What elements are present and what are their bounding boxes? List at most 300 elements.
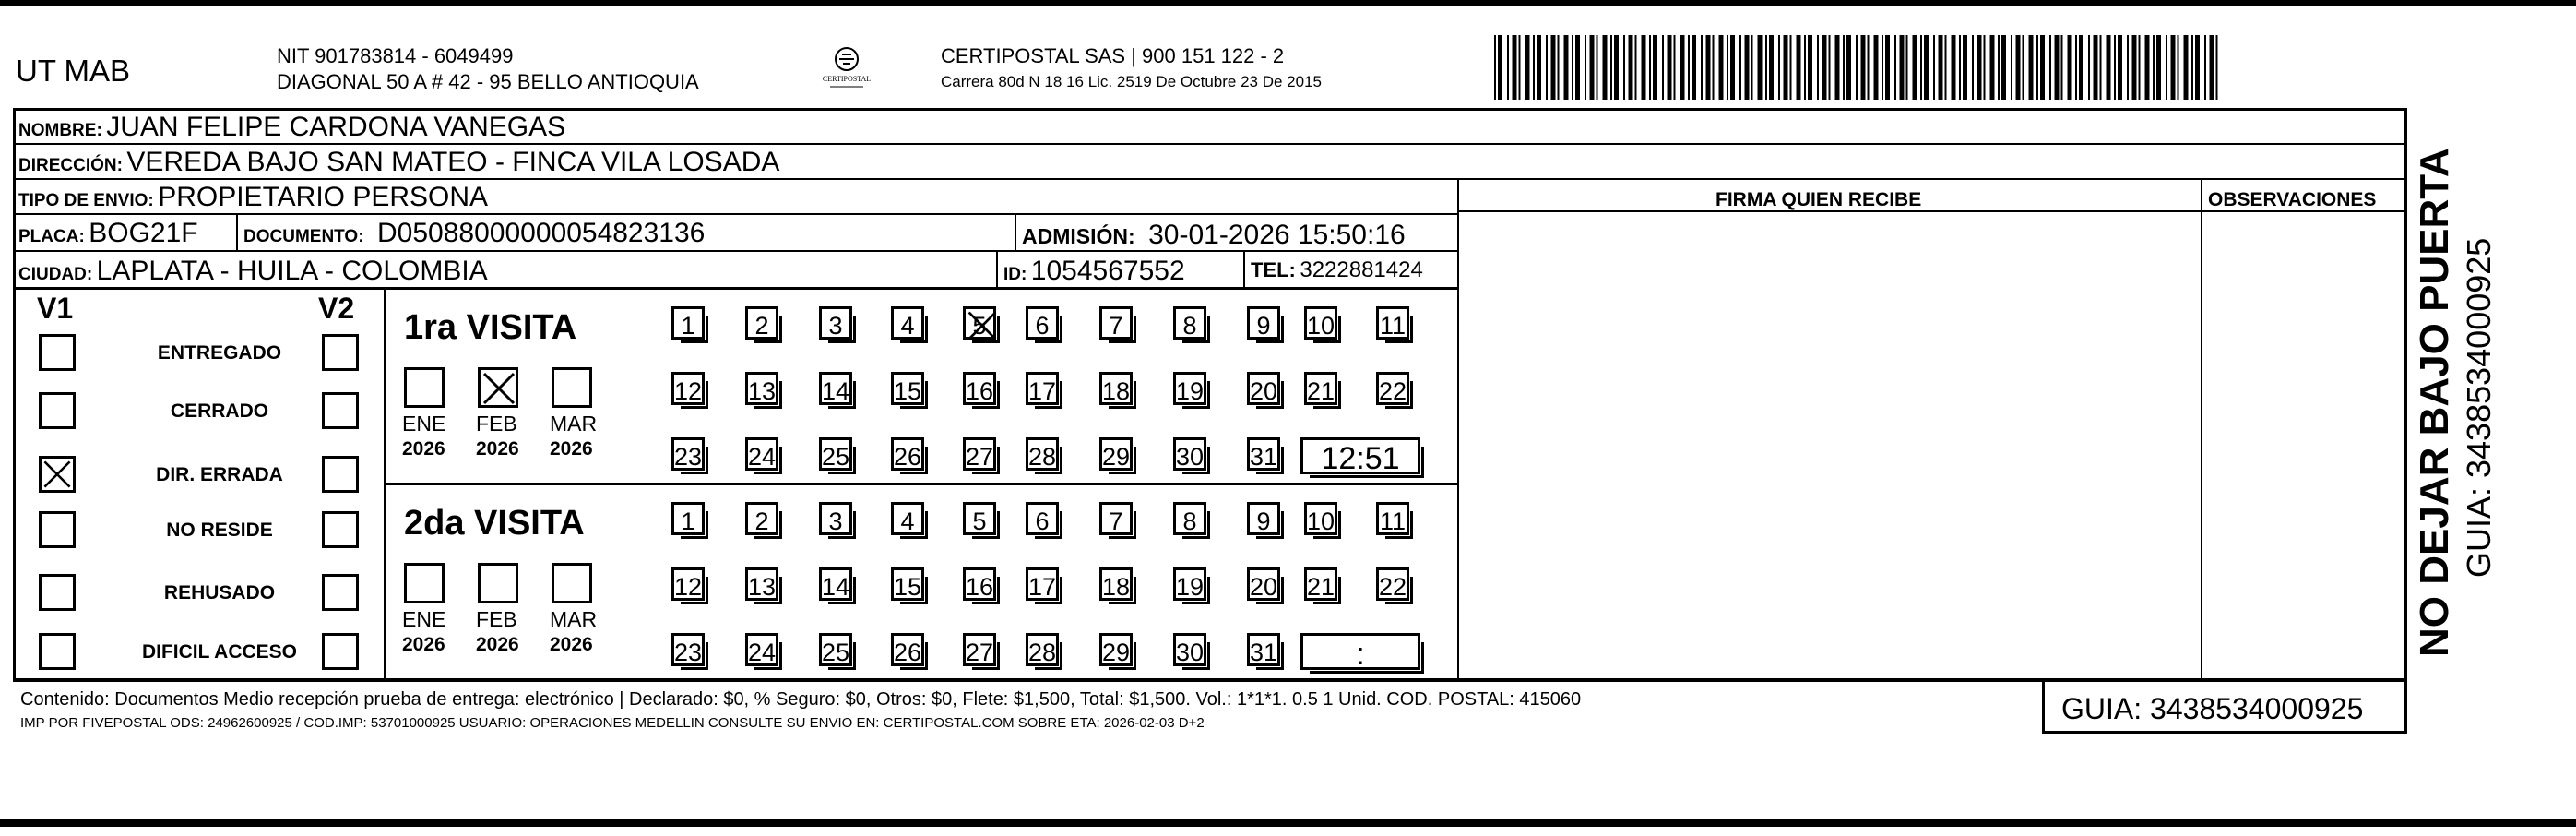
barcode-bar xyxy=(1784,35,1788,100)
visit-time: 12:51 xyxy=(1321,441,1400,476)
v2-checkbox[interactable] xyxy=(322,511,359,548)
day-checkbox[interactable] xyxy=(819,437,852,471)
barcode-bar xyxy=(2145,35,2150,100)
day-number: 14 xyxy=(822,377,850,405)
day-checkbox[interactable] xyxy=(745,437,778,471)
day-checkbox[interactable] xyxy=(745,633,778,666)
v1-checkbox[interactable] xyxy=(39,392,76,429)
barcode-bar xyxy=(1653,35,1657,100)
day-checkbox[interactable] xyxy=(891,567,924,601)
day-number: 28 xyxy=(1028,443,1057,471)
nombre-row xyxy=(18,113,565,141)
barcode-bar xyxy=(1751,35,1753,100)
status-label: DIR. ERRADA xyxy=(156,464,283,485)
month-name: ENE xyxy=(402,607,446,631)
day-checkbox[interactable] xyxy=(1247,306,1280,340)
barcode-bar xyxy=(2055,35,2060,100)
status-label: NO RESIDE xyxy=(166,520,273,541)
visit-time: : xyxy=(1356,637,1365,672)
month-checkbox[interactable] xyxy=(404,563,445,603)
nombre-value: JUAN FELIPE CARDONA VANEGAS xyxy=(106,112,566,142)
day-checkbox[interactable] xyxy=(1026,567,1059,601)
day-checkbox[interactable] xyxy=(1026,306,1059,340)
day-checkbox[interactable] xyxy=(1026,372,1059,405)
day-checkbox[interactable] xyxy=(1099,372,1133,405)
tel-row xyxy=(1251,259,1423,281)
col-divider xyxy=(236,215,238,250)
day-checkbox[interactable] xyxy=(963,372,996,405)
barcode-bar xyxy=(1635,35,1637,100)
v2-checkbox[interactable] xyxy=(322,574,359,611)
day-number: 12 xyxy=(674,377,703,405)
day-number: 12 xyxy=(674,573,703,601)
day-number: 2 xyxy=(754,312,769,340)
v1-checkbox[interactable] xyxy=(39,633,76,670)
barcode-bar xyxy=(1874,35,1879,100)
firma-header: FIRMA QUIEN RECIBE xyxy=(1715,189,1922,210)
month-year: 2026 xyxy=(550,634,593,655)
day-number: 16 xyxy=(966,377,994,405)
day-number: 28 xyxy=(1028,639,1057,666)
ciudad-label: CIUDAD: xyxy=(18,265,93,284)
barcode-bar xyxy=(2210,35,2214,100)
day-checkbox[interactable] xyxy=(745,567,778,601)
barcode-bar xyxy=(2156,35,2161,100)
month-name: MAR xyxy=(550,607,598,631)
day-checkbox[interactable] xyxy=(891,372,924,405)
barcode-bar xyxy=(1614,35,1619,100)
barcode-bar xyxy=(1713,35,1715,100)
v1-checkbox[interactable] xyxy=(39,511,76,548)
day-number: 19 xyxy=(1176,573,1205,601)
day-checkbox[interactable] xyxy=(1026,437,1059,471)
barcode-bar xyxy=(1498,35,1502,100)
barcode-bar xyxy=(1519,35,1521,100)
footer-guia: GUIA: 3438534000925 xyxy=(2061,692,2364,725)
day-checkbox[interactable] xyxy=(1173,437,1206,471)
day-number: 25 xyxy=(822,639,850,666)
observaciones-header: OBSERVACIONES xyxy=(2208,189,2377,210)
v1-checkbox[interactable] xyxy=(39,574,76,611)
day-checkbox[interactable] xyxy=(963,567,996,601)
barcode-bar xyxy=(2079,35,2083,100)
day-number: 29 xyxy=(1102,639,1131,666)
day-number: 18 xyxy=(1102,377,1131,405)
day-checkbox[interactable] xyxy=(1173,306,1206,340)
row-line xyxy=(13,143,2407,145)
direccion-row xyxy=(18,149,779,176)
barcode-bar xyxy=(1623,35,1625,100)
barcode-bar xyxy=(2139,35,2141,100)
day-number: 17 xyxy=(1028,573,1057,601)
barcode-bar xyxy=(1924,35,1929,100)
row-line xyxy=(13,213,1457,215)
day-checkbox[interactable] xyxy=(1099,502,1133,535)
barcode-bar xyxy=(2094,35,2098,100)
day-number: 9 xyxy=(1256,312,1271,340)
day-checkbox[interactable] xyxy=(1376,372,1409,405)
barcode-bar xyxy=(1525,35,1530,100)
day-checkbox[interactable] xyxy=(1099,567,1133,601)
documento-label: DOCUMENTO: xyxy=(243,227,364,246)
day-checkbox[interactable] xyxy=(1099,437,1133,471)
barcode-bar xyxy=(1629,35,1633,100)
day-number: 8 xyxy=(1182,508,1197,535)
barcode-bar xyxy=(1900,35,1905,100)
visit-time-field[interactable] xyxy=(1300,437,1420,474)
barcode-bar xyxy=(1804,35,1806,100)
barcode-bar xyxy=(1745,35,1750,100)
day-number: 13 xyxy=(748,377,777,405)
barcode-bar xyxy=(2184,35,2189,100)
v1-checkbox[interactable] xyxy=(39,456,76,493)
day-number: 22 xyxy=(1379,377,1407,405)
barcode xyxy=(1494,35,2223,100)
barcode-bar xyxy=(2216,35,2218,100)
day-number: 19 xyxy=(1176,377,1205,405)
day-checkbox[interactable] xyxy=(819,502,852,535)
barcode-bar xyxy=(1692,35,1696,100)
barcode-bar xyxy=(1597,35,1598,100)
barcode-bar xyxy=(1730,35,1735,100)
day-checkbox[interactable] xyxy=(1173,633,1206,666)
barcode-bar xyxy=(1835,35,1840,100)
barcode-bar xyxy=(2040,35,2045,100)
barcode-bar xyxy=(1758,35,1763,100)
ciudad-value: LAPLATA - HUILA - COLOMBIA xyxy=(96,256,488,286)
certipostal-logo-icon xyxy=(819,42,874,98)
admision-row xyxy=(1022,221,1406,249)
barcode-bar xyxy=(2036,35,2038,100)
svg-text:CERTIPOSTAL: CERTIPOSTAL xyxy=(822,75,872,83)
barcode-bar xyxy=(1494,35,1496,100)
month-name: FEB xyxy=(476,607,517,631)
day-number: 7 xyxy=(1109,508,1123,535)
top-border xyxy=(0,0,2576,6)
status-label: CERRADO xyxy=(170,400,269,422)
barcode-bar xyxy=(1933,35,1935,100)
col-divider xyxy=(996,252,998,287)
day-checkbox[interactable] xyxy=(1376,502,1409,535)
day-number: 27 xyxy=(966,639,994,666)
day-number: 4 xyxy=(900,508,915,535)
day-number: 17 xyxy=(1028,377,1057,405)
visit-title: 1ra VISITA xyxy=(404,308,577,347)
day-checkbox[interactable] xyxy=(891,633,924,666)
month-year: 2026 xyxy=(550,438,593,460)
day-number: 6 xyxy=(1035,508,1050,535)
day-number: 4 xyxy=(900,312,915,340)
day-number: 8 xyxy=(1182,312,1197,340)
id-row xyxy=(1003,257,1185,285)
barcode-bar xyxy=(1885,35,1890,100)
direccion-label: DIRECCIÓN: xyxy=(18,156,123,175)
sender-address: DIAGONAL 50 A # 42 - 95 BELLO ANTIOQUIA xyxy=(277,70,699,93)
placa-label: PLACA: xyxy=(18,227,85,246)
barcode-bar xyxy=(1537,35,1541,100)
tipo-value: PROPIETARIO PERSONA xyxy=(158,182,489,212)
barcode-bar xyxy=(1603,35,1608,100)
day-number: 24 xyxy=(748,443,777,471)
day-number: 3 xyxy=(828,508,843,535)
day-checkbox[interactable] xyxy=(1247,633,1280,666)
barcode-bar xyxy=(1856,35,1858,100)
barcode-bar xyxy=(1829,35,1831,100)
barcode-bar xyxy=(1990,35,1995,100)
month-checkbox[interactable] xyxy=(552,563,592,603)
admision-value: 30-01-2026 15:50:16 xyxy=(1148,220,1406,250)
barcode-bar xyxy=(2029,35,2034,100)
day-number: 24 xyxy=(748,639,777,666)
barcode-bar xyxy=(2191,35,2193,100)
barcode-bar xyxy=(2061,35,2063,100)
day-number: 23 xyxy=(674,639,703,666)
v2-checkbox[interactable] xyxy=(322,392,359,429)
barcode-bar xyxy=(1797,35,1801,100)
tipo-row xyxy=(18,184,488,211)
barcode-bar xyxy=(1642,35,1646,100)
v2-checkbox[interactable] xyxy=(322,334,359,371)
day-checkbox[interactable] xyxy=(891,502,924,535)
barcode-bar xyxy=(2118,35,2122,100)
barcode-bar xyxy=(1868,35,1870,100)
footer-content: Contenido: Documentos Medio recepción prueba de entrega: electrónico | Declarado: $0, % Seguro: $0, Otros: $0, Flete: $1,500, Total: $1,500. Vol.: 1*1*1. 0.5 1 Unid. COD. POSTAL: 415060 xyxy=(20,689,1582,710)
day-checkbox[interactable] xyxy=(1247,567,1280,601)
day-checkbox[interactable] xyxy=(1304,372,1337,405)
day-number: 6 xyxy=(1035,312,1050,340)
day-checkbox[interactable] xyxy=(1173,567,1206,601)
barcode-bar xyxy=(2075,35,2077,100)
day-checkbox[interactable] xyxy=(819,633,852,666)
day-number: 16 xyxy=(966,573,994,601)
company-name: UT MAB xyxy=(16,54,131,88)
day-checkbox[interactable] xyxy=(819,372,852,405)
day-checkbox[interactable] xyxy=(1173,372,1206,405)
v2-checkbox[interactable] xyxy=(322,633,359,670)
barcode-bar xyxy=(1572,35,1573,100)
day-checkbox[interactable] xyxy=(891,306,924,340)
day-checkbox[interactable] xyxy=(1099,633,1133,666)
day-checkbox[interactable] xyxy=(671,372,705,405)
day-number: 22 xyxy=(1379,573,1407,601)
row-line xyxy=(1457,210,2407,212)
barcode-bar xyxy=(1719,35,1724,100)
day-checkbox[interactable] xyxy=(1247,372,1280,405)
barcode-bar xyxy=(2088,35,2090,100)
direccion-value: VEREDA BAJO SAN MATEO - FINCA VILA LOSADA xyxy=(126,147,780,177)
barcode-bar xyxy=(1882,35,1883,100)
day-checkbox[interactable] xyxy=(963,437,996,471)
barcode-bar xyxy=(1575,35,1580,100)
barcode-bar xyxy=(1952,35,1956,100)
barcode-bar xyxy=(1861,35,1866,100)
month-name: FEB xyxy=(476,412,517,436)
day-checkbox[interactable] xyxy=(1304,567,1337,601)
barcode-bar xyxy=(1972,35,1974,100)
barcode-bar xyxy=(1674,35,1676,100)
barcode-bar xyxy=(1913,35,1917,100)
day-checkbox[interactable] xyxy=(671,567,705,601)
barcode-bar xyxy=(2100,35,2102,100)
month-checkbox[interactable] xyxy=(404,367,445,408)
visit-time-field[interactable] xyxy=(1300,633,1420,670)
barcode-bar xyxy=(2166,35,2167,100)
day-checkbox[interactable] xyxy=(1026,502,1059,535)
barcode-bar xyxy=(2153,35,2155,100)
barcode-bar xyxy=(1739,35,1741,100)
day-checkbox[interactable] xyxy=(1304,306,1337,340)
barcode-bar xyxy=(1963,35,1967,100)
day-checkbox[interactable] xyxy=(1026,633,1059,666)
barcode-bar xyxy=(1662,35,1664,100)
tipo-label: TIPO DE ENVIO: xyxy=(18,191,154,210)
v1-header: V1 xyxy=(37,292,74,325)
day-checkbox[interactable] xyxy=(819,567,852,601)
month-checkbox[interactable] xyxy=(478,367,518,408)
day-number: 7 xyxy=(1109,312,1123,340)
day-checkbox[interactable] xyxy=(963,502,996,535)
v2-checkbox[interactable] xyxy=(322,456,359,493)
barcode-bar xyxy=(2204,35,2206,100)
barcode-bar xyxy=(1977,35,1982,100)
day-checkbox[interactable] xyxy=(963,306,996,340)
month-name: ENE xyxy=(402,412,446,436)
day-checkbox[interactable] xyxy=(1099,306,1133,340)
day-checkbox[interactable] xyxy=(819,306,852,340)
barcode-bar xyxy=(1769,35,1774,100)
x-mark-icon xyxy=(966,309,999,342)
barcode-bar xyxy=(1817,35,1819,100)
month-checkbox[interactable] xyxy=(478,563,518,603)
day-checkbox[interactable] xyxy=(671,633,705,666)
month-checkbox[interactable] xyxy=(552,367,592,408)
month-name: MAR xyxy=(550,412,598,436)
barcode-bar xyxy=(2171,35,2176,100)
day-checkbox[interactable] xyxy=(671,437,705,471)
day-checkbox[interactable] xyxy=(1173,502,1206,535)
nit-text: NIT 901783814 - 6049499 xyxy=(277,44,514,67)
day-checkbox[interactable] xyxy=(671,502,705,535)
v1-checkbox[interactable] xyxy=(39,334,76,371)
day-number: 2 xyxy=(754,508,769,535)
barcode-bar xyxy=(1920,35,1922,100)
barcode-bar xyxy=(2049,35,2051,100)
day-checkbox[interactable] xyxy=(1247,502,1280,535)
day-number: 3 xyxy=(828,312,843,340)
day-checkbox[interactable] xyxy=(671,306,705,340)
day-number: 30 xyxy=(1176,639,1205,666)
footer-print-info: IMP POR FIVEPOSTAL ODS: 24962600925 / COD.IMP: 53701000925 USUARIO: OPERACIONES MEDELLIN CONSULTE SU ENVIO EN: CERTIPOSTAL.COM SOBRE ETA: 2026-02-03 D+2 xyxy=(20,715,1205,731)
barcode-bar xyxy=(1778,35,1780,100)
day-checkbox[interactable] xyxy=(745,502,778,535)
row-line xyxy=(13,287,1457,290)
day-checkbox[interactable] xyxy=(1376,567,1409,601)
certipostal-logo xyxy=(819,42,874,98)
side-warning: NO DEJAR BAJO PUERTA xyxy=(2412,148,2457,657)
day-number: 13 xyxy=(748,573,777,601)
day-checkbox[interactable] xyxy=(745,372,778,405)
barcode-bar xyxy=(1688,35,1690,100)
barcode-bar xyxy=(1808,35,1812,100)
day-number: 20 xyxy=(1250,377,1278,405)
placa-row xyxy=(18,220,198,247)
day-number: 29 xyxy=(1102,443,1131,471)
barcode-bar xyxy=(2107,35,2111,100)
month-year: 2026 xyxy=(476,634,519,655)
day-number: 31 xyxy=(1250,443,1278,471)
documento-row xyxy=(243,220,705,247)
barcode-bar xyxy=(1843,35,1845,100)
day-number: 10 xyxy=(1307,508,1335,535)
barcode-bar xyxy=(2023,35,2024,100)
barcode-bar xyxy=(1984,35,1986,100)
barcode-bar xyxy=(1551,35,1556,100)
barcode-bar xyxy=(1998,35,2000,100)
month-year: 2026 xyxy=(402,634,445,655)
barcode-bar xyxy=(1533,35,1535,100)
barcode-bar xyxy=(1558,35,1560,100)
barcode-bar xyxy=(1507,35,1509,100)
id-label: ID: xyxy=(1003,265,1027,284)
barcode-bar xyxy=(1846,35,1851,100)
barcode-bar xyxy=(1822,35,1827,100)
barcode-bar xyxy=(1765,35,1767,100)
barcode-bar xyxy=(2016,35,2021,100)
tel-value: 3222881424 xyxy=(1300,257,1423,282)
row-line xyxy=(13,178,2407,180)
day-number: 5 xyxy=(972,312,987,340)
courier-name: CERTIPOSTAL SAS | 900 151 122 - 2 xyxy=(941,44,1285,67)
day-checkbox[interactable] xyxy=(891,437,924,471)
barcode-bar xyxy=(2011,35,2012,100)
barcode-bar xyxy=(1680,35,1685,100)
day-number: 21 xyxy=(1307,377,1335,405)
day-number: 11 xyxy=(1379,508,1407,535)
day-number: 20 xyxy=(1250,573,1278,601)
col-divider xyxy=(1015,215,1016,250)
visit-divider xyxy=(384,483,1457,485)
month-year: 2026 xyxy=(476,438,519,460)
id-value: 1054567552 xyxy=(1030,256,1185,286)
barcode-bar xyxy=(1945,35,1947,100)
barcode-bar xyxy=(1894,35,1896,100)
barcode-bar xyxy=(1706,35,1711,100)
day-number: 15 xyxy=(894,573,922,601)
barcode-bar xyxy=(1939,35,1943,100)
barcode-bar xyxy=(1727,35,1728,100)
day-checkbox[interactable] xyxy=(963,633,996,666)
barcode-bar xyxy=(2114,35,2116,100)
courier-license: Carrera 80d N 18 16 Lic. 2519 De Octubre 23 De 2015 xyxy=(941,73,1322,90)
day-number: 15 xyxy=(894,377,922,405)
admision-label: ADMISIÓN: xyxy=(1022,224,1135,248)
day-checkbox[interactable] xyxy=(1376,306,1409,340)
side-guia: GUIA: 3438534000925 xyxy=(2460,237,2498,578)
documento-value: D05088000000054823136 xyxy=(377,218,706,248)
day-checkbox[interactable] xyxy=(745,306,778,340)
day-number: 14 xyxy=(822,573,850,601)
barcode-bar xyxy=(1585,35,1586,100)
barcode-bar xyxy=(1546,35,1548,100)
v2-header: V2 xyxy=(318,292,355,325)
status-label: REHUSADO xyxy=(163,582,276,603)
placa-value: BOG21F xyxy=(89,218,198,248)
day-checkbox[interactable] xyxy=(1304,502,1337,535)
day-number: 10 xyxy=(1307,312,1335,340)
x-mark-icon xyxy=(481,370,517,407)
barcode-bar xyxy=(2068,35,2072,100)
day-checkbox[interactable] xyxy=(1247,437,1280,471)
